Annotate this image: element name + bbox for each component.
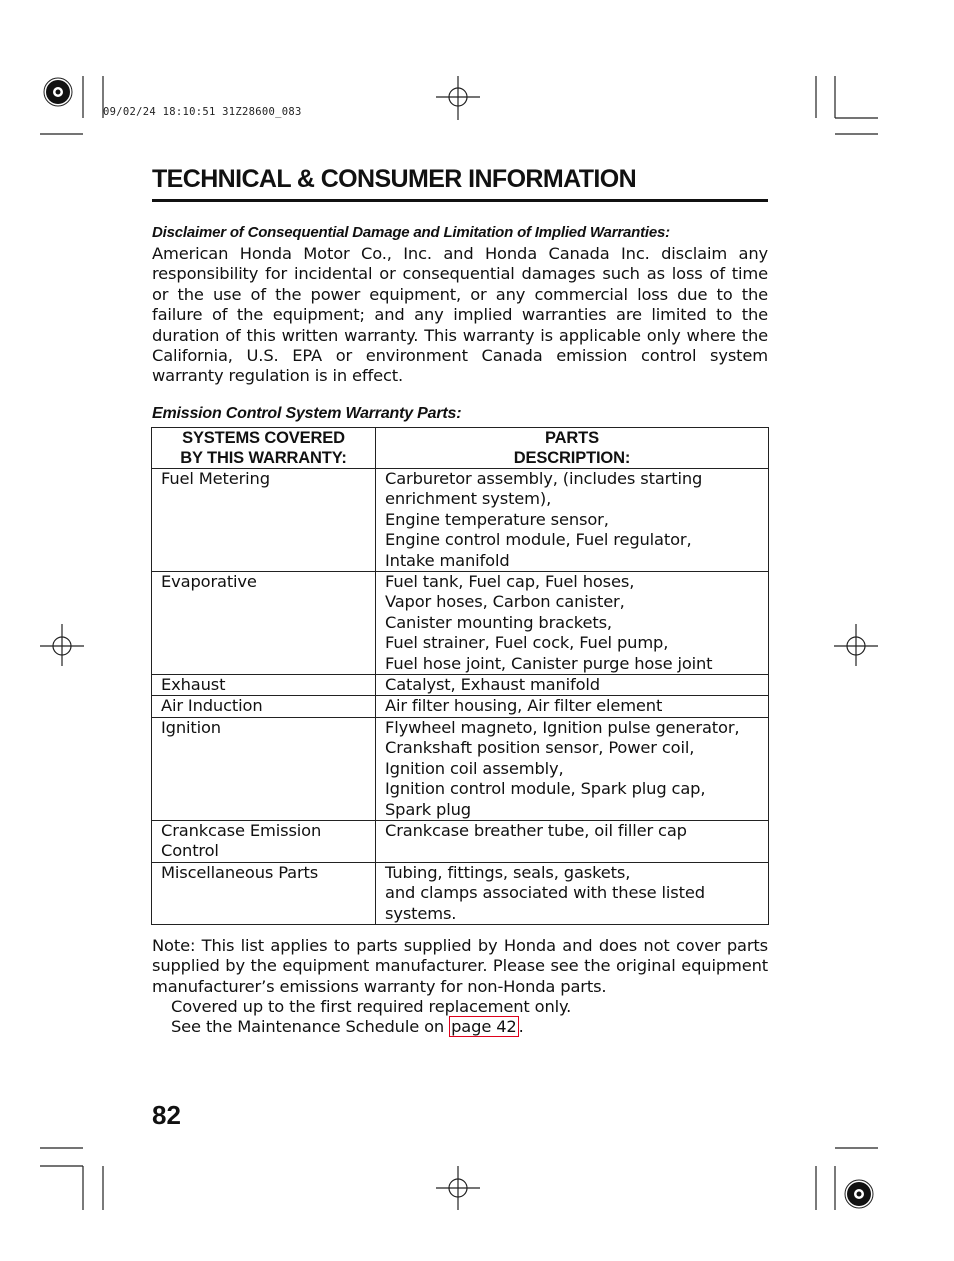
disclaimer-heading: Disclaimer of Consequential Damage and Limitation of Implied Warranties: <box>152 224 670 241</box>
parts-line: Ignition coil assembly, <box>385 758 564 778</box>
parts-cell <box>376 862 769 924</box>
parts-line: Engine control module, Fuel regulator, <box>385 530 692 550</box>
system-line: Air Induction <box>161 696 263 716</box>
parts-line: Crankshaft position sensor, Power coil, <box>385 738 695 758</box>
parts-line: Flywheel magneto, Ignition pulse generator, <box>385 717 740 737</box>
parts-line: enrichment system), <box>385 489 552 509</box>
parts-line: systems. <box>385 903 457 923</box>
system-line: Control <box>161 841 219 861</box>
parts-line: Engine temperature sensor, <box>385 509 609 529</box>
system-line: Crankcase Emission <box>161 820 322 840</box>
parts-cell <box>376 572 769 675</box>
parts-cell <box>376 820 769 862</box>
page-number: 82 <box>152 1100 181 1130</box>
system-cell <box>152 696 376 717</box>
system-line: Exhaust <box>161 675 226 695</box>
parts-line: Crankcase breather tube, oil filler cap <box>385 820 687 840</box>
parts-line: Fuel tank, Fuel cap, Fuel hoses, <box>385 572 635 592</box>
footnote-schedule-suffix: . <box>518 1017 524 1036</box>
parts-cell <box>376 469 769 572</box>
parts-cell <box>376 675 769 696</box>
system-cell <box>152 862 376 924</box>
disclaimer-body: American Honda Motor Co., Inc. and Honda Canada Inc. disclaim any responsibility for incidental or consequential damages such as loss of time or the use of the power equipment, or any commercial loss due to the failure of the equipment; and any implied warranties are limited to the duration of this written warranty. This warranty is applicable only where the California, U.S. EPA or environment Canada emission control system warranty regulation is in effect. <box>152 244 768 386</box>
parts-line: Spark plug <box>385 799 471 819</box>
column-header-systems-line1: SYSTEMS COVERED <box>182 429 345 447</box>
column-header-systems <box>152 428 376 469</box>
system-cell <box>152 469 376 572</box>
table-row-fuel-metering <box>152 469 769 572</box>
parts-line: Tubing, fittings, seals, gaskets, <box>385 862 631 882</box>
warranty-parts-table <box>151 427 769 925</box>
table-row-exhaust <box>152 675 769 696</box>
table-row-evaporative <box>152 572 769 675</box>
registration-star-bottom-right <box>845 1180 873 1208</box>
section-title: TECHNICAL & CONSUMER INFORMATION <box>152 164 768 202</box>
parts-line: Fuel strainer, Fuel cock, Fuel pump, <box>385 633 669 653</box>
parts-line: and clamps associated with these listed <box>385 883 705 903</box>
system-cell <box>152 820 376 862</box>
parts-line: Ignition control module, Spark plug cap, <box>385 779 706 799</box>
system-cell <box>152 572 376 675</box>
footnote-covered: Covered up to the first required replacement only. <box>171 997 572 1016</box>
table-row-crankcase-emission <box>152 820 769 862</box>
parts-line: Air filter housing, Air filter element <box>385 696 663 716</box>
parts-cell <box>376 696 769 717</box>
footnote-schedule <box>171 1017 524 1037</box>
parts-line: Carburetor assembly, (includes starting <box>385 469 703 488</box>
parts-table-heading: Emission Control System Warranty Parts: <box>152 405 462 422</box>
system-cell <box>152 675 376 696</box>
table-row-air-induction <box>152 696 769 717</box>
system-line: Evaporative <box>161 572 257 592</box>
parts-line: Catalyst, Exhaust manifold <box>385 675 600 695</box>
system-line: Fuel Metering <box>161 469 270 488</box>
table-row-ignition <box>152 717 769 820</box>
system-cell <box>152 717 376 820</box>
maintenance-schedule-page-link[interactable]: page 42 <box>451 1017 517 1036</box>
table-header-row <box>152 428 769 469</box>
parts-line: Intake manifold <box>385 550 510 570</box>
parts-line: Vapor hoses, Carbon canister, <box>385 592 625 612</box>
column-header-parts-line2: DESCRIPTION: <box>513 449 631 467</box>
parts-note: Note: This list applies to parts supplied by Honda and does not cover parts supplied by the equipment manufacturer. Please see the original equipment manufacturer’s emissions warranty for non-Honda parts. <box>152 936 768 996</box>
registration-star-top-left <box>44 78 72 106</box>
parts-line: Fuel hose joint, Canister purge hose joint <box>385 653 713 673</box>
column-header-systems-line2: BY THIS WARRANTY: <box>180 449 347 467</box>
parts-line: Canister mounting brackets, <box>385 612 612 632</box>
print-slug: 09/02/24 18:10:51 31Z28600_083 <box>103 106 302 118</box>
table-row-miscellaneous <box>152 862 769 924</box>
system-line: Miscellaneous Parts <box>161 862 319 882</box>
column-header-parts-line1: PARTS <box>545 429 599 447</box>
parts-cell <box>376 717 769 820</box>
column-header-parts <box>376 428 769 469</box>
system-line: Ignition <box>161 717 221 737</box>
footnote-schedule-prefix: See the Maintenance Schedule on <box>171 1017 450 1036</box>
